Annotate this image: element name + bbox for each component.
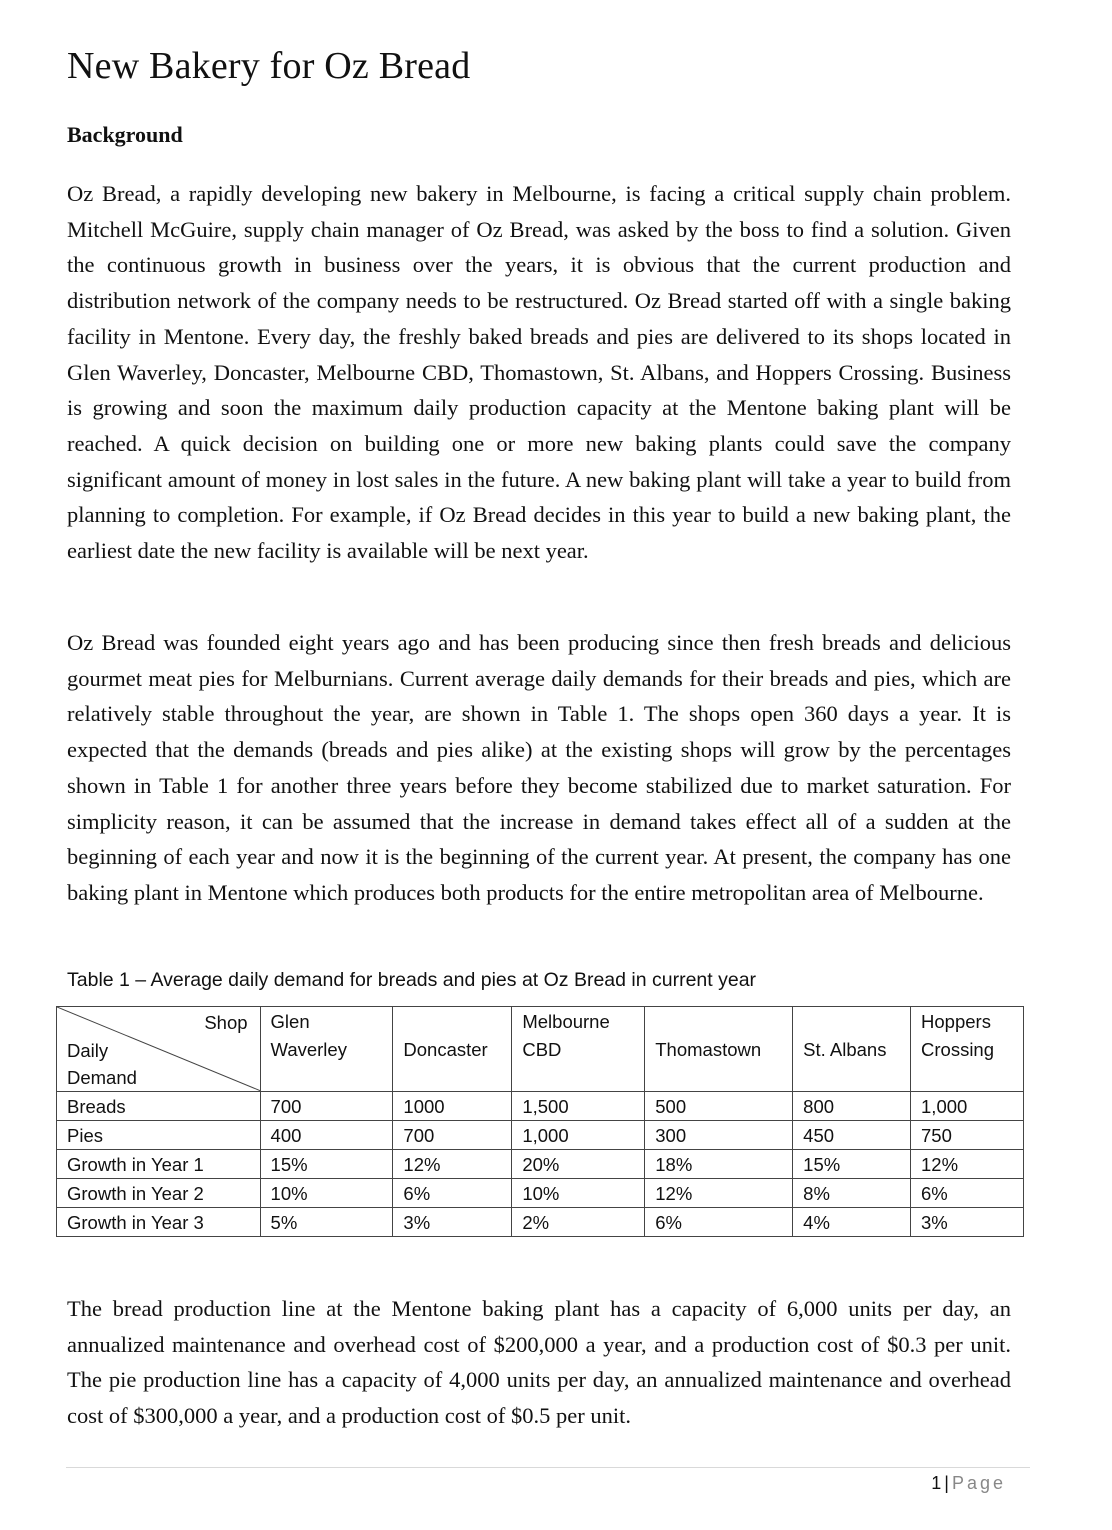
page-title: New Bakery for Oz Bread (67, 45, 471, 87)
page-number: 1 (931, 1473, 942, 1493)
table-cell: 700 (260, 1092, 393, 1121)
table-cell: 6% (393, 1179, 512, 1208)
table-row (57, 1179, 1024, 1208)
table-cell: 5% (260, 1208, 393, 1237)
table-cell: 12% (645, 1179, 793, 1208)
table-cell: 800 (793, 1092, 911, 1121)
table-header-hoppers-crossing: Hoppers Crossing (911, 1007, 1024, 1092)
page-footer (931, 1473, 1006, 1494)
corner-label-daily: Daily (67, 1040, 109, 1061)
table-cell: 18% (645, 1150, 793, 1179)
table-cell: 1,000 (911, 1092, 1024, 1121)
table-cell: 12% (911, 1150, 1024, 1179)
table-row (57, 1121, 1024, 1150)
corner-label-demand: Demand (67, 1067, 137, 1088)
corner-label-shop: Shop (204, 1012, 248, 1033)
table-cell: 450 (793, 1121, 911, 1150)
table-corner-cell (57, 1007, 261, 1092)
paragraph-background-1: Oz Bread, a rapidly developing new bakery in Melbourne, is facing a critical supply chain problem. Mitchell McGuire, supply chain manager of Oz Bread, was asked by the boss to find a solution. Given the continuous growth in business over the years, it is obvious that the current production and distribution network of the company needs to be restructured. Oz Bread started off with a single baking facility in Mentone. Every day, the freshly baked breads and pies are delivered to its shops located in Glen Waverley, Doncaster, Melbourne CBD, Thomastown, St. Albans, and Hoppers Crossing. Business is growing and soon the maximum daily production capacity at the Mentone baking plant will be reached. A quick decision on building one or more new baking plants could save the company significant amount of money in lost sales in the future. A new baking plant will take a year to build from planning to completion. For example, if Oz Bread decides in this year to build a new baking plant, the earliest date the new facility is available will be next year. (67, 181, 1011, 564)
table-header-st-albans: St. Albans (793, 1007, 911, 1092)
table-cell: 1000 (393, 1092, 512, 1121)
row-label: Growth in Year 2 (57, 1179, 261, 1208)
table-cell: 3% (911, 1208, 1024, 1237)
table-cell: 6% (645, 1208, 793, 1237)
table-cell: 1,000 (512, 1121, 645, 1150)
table-header-doncaster: Doncaster (393, 1007, 512, 1092)
table-cell: 300 (645, 1121, 793, 1150)
table-cell: 6% (911, 1179, 1024, 1208)
footer-separator: | (944, 1473, 949, 1493)
table-cell: 700 (393, 1121, 512, 1150)
table-row (57, 1092, 1024, 1121)
paragraph-production-lines: The bread production line at the Mentone baking plant has a capacity of 6,000 units per day, an annualized maintenance and overhead cost of $200,000 a year, and a production cost of $0.3 per unit. The pie production line has a capacity of 4,000 units per day, an annualized maintenance and overhead cost of $300,000 a year, and a production cost of $0.5 per unit. (67, 1296, 1011, 1429)
row-label: Growth in Year 1 (57, 1150, 261, 1179)
table-cell: 1,500 (512, 1092, 645, 1121)
table-header-melbourne-cbd: Melbourne CBD (512, 1007, 645, 1092)
demand-table (56, 1006, 1024, 1237)
table-cell: 20% (512, 1150, 645, 1179)
table-cell: 750 (911, 1121, 1024, 1150)
table-cell: 4% (793, 1208, 911, 1237)
row-label: Growth in Year 3 (57, 1208, 261, 1237)
table-header-thomastown: Thomastown (645, 1007, 793, 1092)
table-header-glen-waverley: Glen Waverley (260, 1007, 393, 1092)
table-cell: 2% (512, 1208, 645, 1237)
footer-divider (66, 1467, 1030, 1468)
row-label: Pies (57, 1121, 261, 1150)
table-cell: 3% (393, 1208, 512, 1237)
table-cell: 15% (793, 1150, 911, 1179)
table-header-row (57, 1007, 1024, 1092)
table-caption: Table 1 – Average daily demand for breads and pies at Oz Bread in current year (67, 969, 757, 991)
row-label: Breads (57, 1092, 261, 1121)
table-cell: 8% (793, 1179, 911, 1208)
table-cell: 12% (393, 1150, 512, 1179)
table-cell: 10% (512, 1179, 645, 1208)
table-cell: 400 (260, 1121, 393, 1150)
table-row (57, 1208, 1024, 1237)
table-cell: 15% (260, 1150, 393, 1179)
page-label: Page (951, 1473, 1006, 1493)
table-cell: 10% (260, 1179, 393, 1208)
table-cell: 500 (645, 1092, 793, 1121)
table-row (57, 1150, 1024, 1179)
section-heading-background: Background (67, 122, 183, 147)
paragraph-background-2: Oz Bread was founded eight years ago and has been producing since then fresh breads and delicious gourmet meat pies for Melburnians. Current average daily demands for their breads and pies, which are relatively stable throughout the year, are shown in Table 1. The shops open 360 days a year. It is expected that the demands (breads and pies alike) at the existing shops will grow by the percentages shown in Table 1 for another three years before they become stabilized due to market saturation. For simplicity reason, it can be assumed that the increase in demand takes effect all of a sudden at the beginning of each year and now it is the beginning of the current year. At present, the company has one baking plant in Mentone which produces both products for the entire metropolitan area of Melbourne. (67, 630, 1011, 905)
